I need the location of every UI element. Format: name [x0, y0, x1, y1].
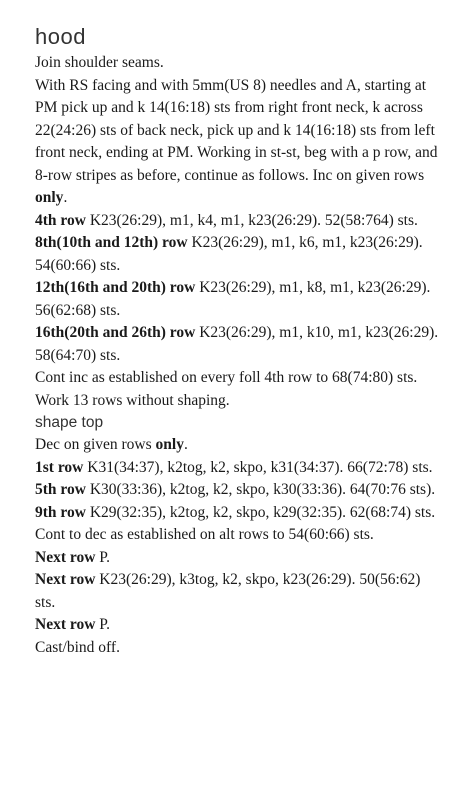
row-instruction [35, 210, 440, 233]
pickup-emphasis: only [35, 189, 64, 206]
row-text: K23(26:29), m1, k8, m1, k23(26:29). 56(62:68) sts. [35, 279, 431, 319]
paragraph-cast-off: Cast/bind off. [35, 638, 120, 656]
section-title: hood [35, 24, 86, 49]
row-text: K30(33:36), k2tog, k2, skpo, k30(33:36). 64(70:76 sts). [85, 481, 436, 498]
row-label: 4th row [35, 211, 86, 229]
row-text: K31(34:37), k2tog, k2, skpo, k31(34:37). 66(72:78) sts. [83, 458, 433, 476]
paragraph-dec [35, 434, 440, 457]
row-label: Next row [35, 616, 96, 633]
paragraph-pickup [35, 75, 440, 210]
row-label: 5th row [35, 481, 86, 498]
row-label: Next row [35, 571, 96, 588]
pickup-text: With RS facing and with 5mm(US 8) needles and A, starting at PM pick up and k 14(16:18) sts from right front neck, k across 22(24:26) sts of back neck, pick up and k 14(16:18) sts from left front neck, ending at PM. Working in st-st, beg with a p row, and 8-row stripes as before, continue as follows. Inc on given rows [35, 76, 438, 184]
row-instruction [35, 457, 440, 480]
paragraph-cont-dec: Cont to dec as established on alt rows to 54(60:66) sts. [35, 526, 374, 543]
row-label: 16th(20th and 26th) row [35, 324, 196, 341]
row-instruction [35, 277, 440, 322]
row-text: K23(26:29), k3tog, k2, skpo, k23(26:29). 50(56:62) sts. [35, 571, 421, 611]
row-instruction [35, 232, 440, 277]
row-instruction [35, 479, 440, 502]
row-label: 12th(16th and 20th) row [35, 279, 196, 296]
dec-emphasis: only [155, 436, 184, 453]
paragraph-cont-inc: Cont inc as established on every foll 4th row to 68(74:80) sts. [35, 369, 418, 386]
row-text: K23(26:29), m1, k4, m1, k23(26:29). 52(58:764) sts. [85, 211, 418, 229]
row-instruction [35, 614, 440, 637]
row-label: 9th row [35, 503, 86, 521]
row-text: K23(26:29), m1, k10, m1, k23(26:29). 58(64:70) sts. [35, 324, 439, 364]
row-instruction [35, 569, 440, 614]
row-label: 1st row [35, 458, 84, 476]
row-label: 8th(10th and 12th) row [35, 234, 188, 251]
pickup-end: . [63, 189, 68, 206]
row-text: P. [95, 616, 111, 633]
row-label: Next row [35, 548, 96, 566]
paragraph-work-rows: Work 13 rows without shaping. [35, 391, 230, 409]
dec-end: . [183, 436, 188, 453]
row-instruction [35, 547, 440, 570]
row-text: K29(32:35), k2tog, k2, skpo, k29(32:35). 62(68:74) sts. [85, 503, 436, 521]
dec-text: Dec on given rows [35, 436, 156, 453]
row-instruction [35, 502, 440, 525]
row-text: K23(26:29), m1, k6, m1, k23(26:29). 54(60:66) sts. [35, 234, 423, 274]
subsection-title: shape top [35, 414, 104, 431]
row-instruction [35, 322, 440, 367]
row-text: P. [95, 548, 111, 566]
paragraph-join: Join shoulder seams. [35, 54, 164, 71]
